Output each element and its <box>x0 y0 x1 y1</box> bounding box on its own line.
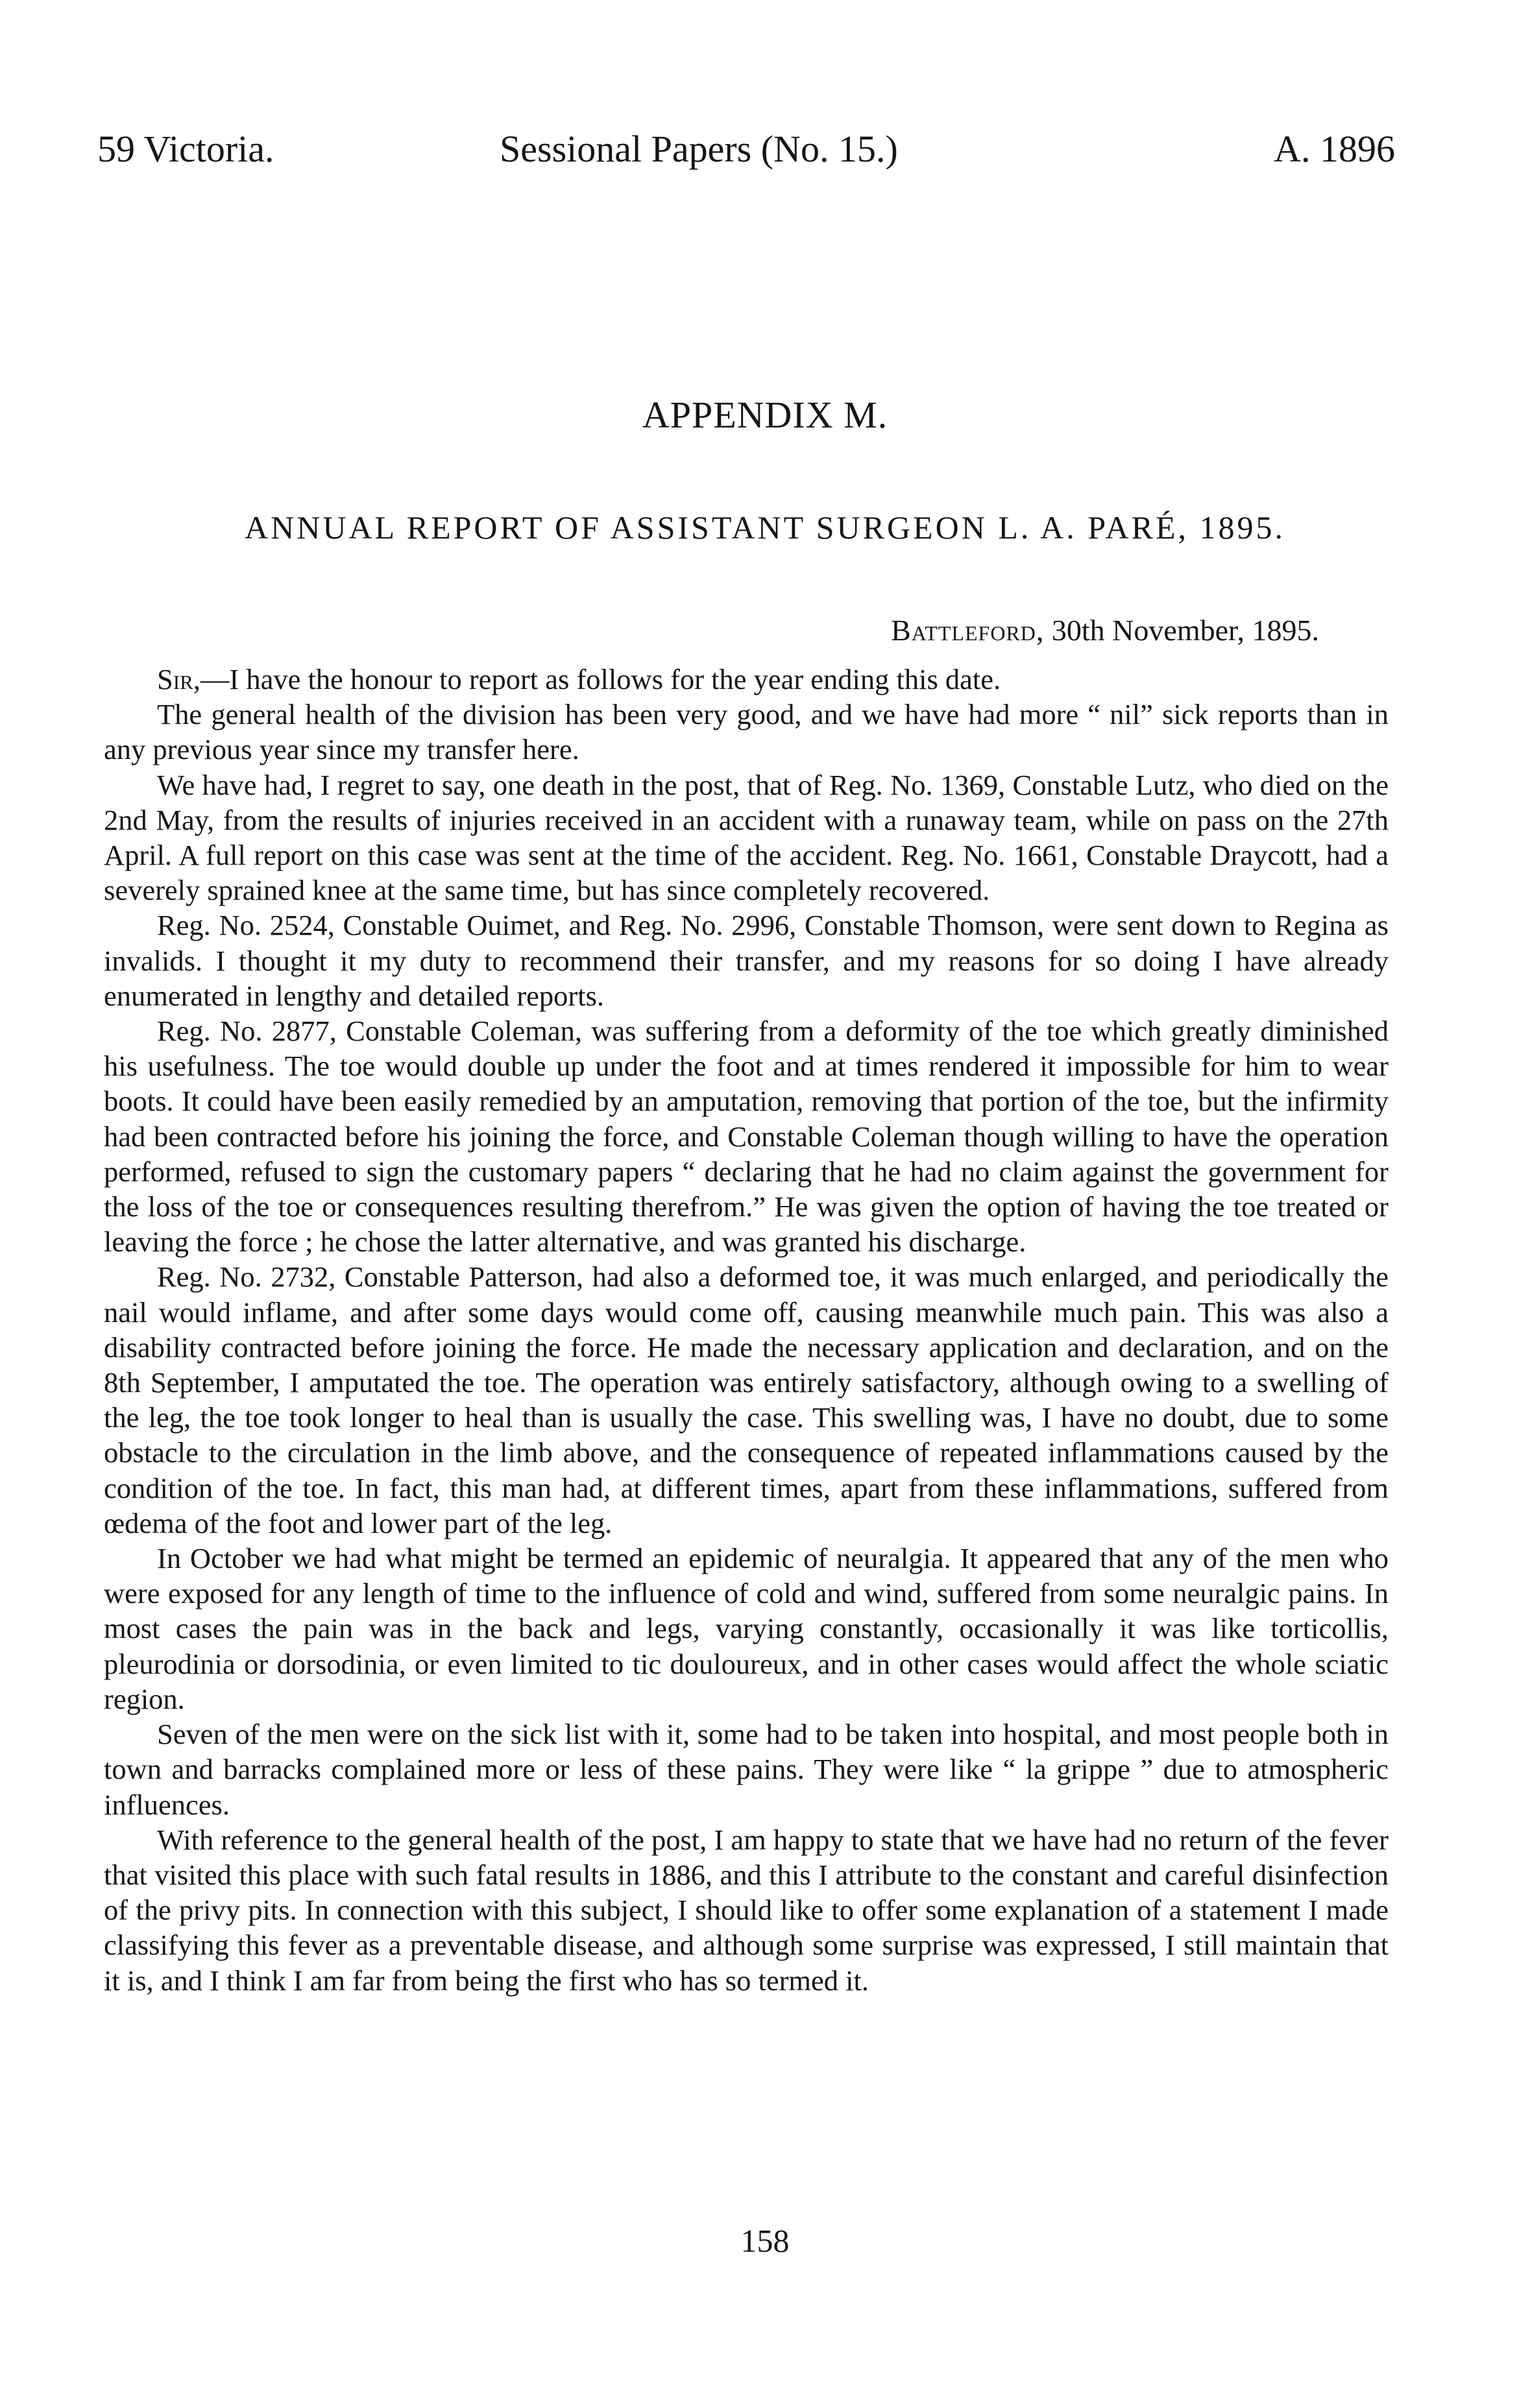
dateline <box>891 610 1319 651</box>
header-sessional-papers: Sessional Papers (No. 15.) <box>500 128 898 170</box>
paragraph: The general health of the division has been very good, and we have had more “ nil” sick reports than in any previous year since my transfer here. <box>104 698 1389 766</box>
paragraph: We have had, I regret to say, one death in the post, that of Reg. No. 1369, Constable Lutz, who died on the 2nd May, from the results of injuries received in an accident with a runaway team, while on pass on the 27th April. A full report on this case was sent at the time of the accident. Reg. No. 1661, Constable Draycott, had a severely sprained knee at the same time, but has since completely recovered. <box>104 768 1389 907</box>
paragraph <box>104 662 1389 697</box>
paragraph: Seven of the men were on the sick list with it, some had to be taken into hospital, and most people both in town and barracks complained more or less of these pains. They were like “ la grippe ” due to atmospheric influences. <box>104 1718 1389 1821</box>
salutation: Sir, <box>157 663 200 695</box>
paragraph: Reg. No. 2732, Constable Patterson, had also a deformed toe, it was much enlarged, and periodically the nail would inflame, and after some days would come off, causing meanwhile much pain. This was also a disability contracted before joining the force. He made the necessary application and declaration, and on the 8th September, I amputated the toe. The operation was entirely satisfactory, although owing to a swelling of the leg, the toe took longer to heal than is usually the case. This swelling was, I have no doubt, due to some obstacle to the circulation in the limb above, and the consequence of repeated inflammations caused by the condition of the toe. In fact, this man had, at different times, apart from these inflammations, suffered from œdema of the foot and lower part of the leg. <box>104 1260 1389 1539</box>
paragraph: In October we had what might be termed an epidemic of neuralgia. It appeared that any of the men who were exposed for any length of time to the influence of cold and wind, suffered from some neuralgic pains. In most cases the pain was in the back and legs, varying constantly, occasionally it was like torticollis, pleurodinia or dorsodinia, or even limited to tic douloureux, and in other cases would affect the whole sciatic region. <box>104 1542 1389 1715</box>
paragraph: Reg. No. 2524, Constable Ouimet, and Reg. No. 2996, Constable Thomson, were sent down to Regina as invalids. I thought it my duty to recommend their transfer, and my reasons for so doing I have already enumerated in lengthy and detailed reports. <box>104 909 1389 1012</box>
dateline-date: 30th November, 1895. <box>1051 614 1319 647</box>
appendix-title: APPENDIX M. <box>642 394 888 436</box>
report-title: ANNUAL REPORT OF ASSISTANT SURGEON L. A. PARÉ, 1895. <box>245 509 1285 546</box>
dateline-place: Battleford, <box>891 614 1045 647</box>
page-number: 158 <box>740 2222 790 2259</box>
paragraph-text: —I have the honour to report as follows for the year ending this date. <box>200 663 1001 695</box>
header-year: A. 1896 <box>1274 128 1395 170</box>
running-header <box>97 123 1395 175</box>
paragraph: With reference to the general health of the post, I am happy to state that we have had no return of the fever that visited this place with such fatal results in 1886, and this I attribute to the constant and careful disinfection of the privy pits. In connection with this subject, I should like to offer some explanation of a statement I made classifying this fever as a preventable disease, and although some surprise was expressed, I still maintain that it is, and I think I am far from being the first who has so termed it. <box>104 1823 1389 1997</box>
letter-body <box>104 662 1389 1998</box>
header-volume: 59 Victoria. <box>97 128 274 170</box>
paragraph: Reg. No. 2877, Constable Coleman, was suffering from a deformity of the toe which greatly diminished his usefulness. The toe would double up under the foot and at times rendered it impossible for him to wear boots. It could have been easily remedied by an amputation, removing that portion of the toe, but the infirmity had been contracted before his joining the force, and Constable Coleman though willing to have the operation performed, refused to sign the customary papers “ declaring that he had no claim against the government for the loss of the toe or consequences resulting therefrom.” He was given the option of having the toe treated or leaving the force ; he chose the latter alternative, and was granted his discharge. <box>104 1015 1389 1258</box>
